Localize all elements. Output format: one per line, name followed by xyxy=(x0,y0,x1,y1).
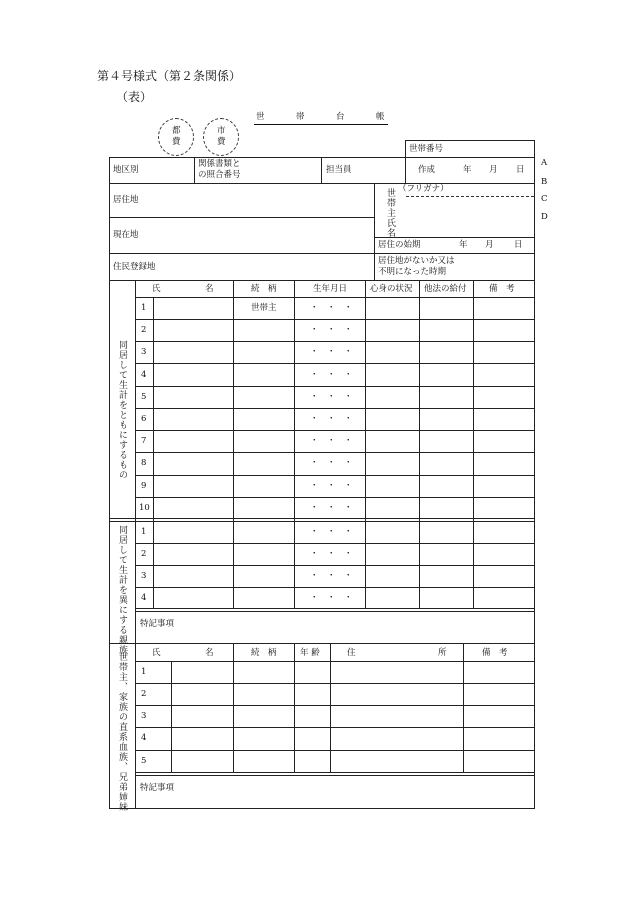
seal-text: 費 xyxy=(217,137,226,147)
created-label: 作成 xyxy=(418,165,436,175)
ledger-title-char: 台 xyxy=(336,112,345,122)
side-letter-d: D xyxy=(541,212,548,222)
row-number: 8 xyxy=(141,458,147,468)
birthdate-dots: ・ ・ ・ xyxy=(310,436,353,446)
form-number: 第４号様式（第２条関係） xyxy=(97,69,242,83)
row-number: 2 xyxy=(141,549,147,559)
row-number: 3 xyxy=(141,711,147,721)
birthdate-dots: ・ ・ ・ xyxy=(310,549,353,559)
staff-label: 担当員 xyxy=(326,165,352,175)
birthdate-dots: ・ ・ ・ xyxy=(310,593,353,603)
side-letter-b: B xyxy=(541,177,548,187)
col-header-other-benefits: 他法の給付 xyxy=(424,284,467,294)
col-header-given-name: 名 xyxy=(205,648,214,658)
row-number: 2 xyxy=(141,689,147,699)
col-header-remarks: 備 考 xyxy=(482,648,508,658)
furigana-label: （フリガナ） xyxy=(398,184,449,194)
col-header-given-name: 名 xyxy=(205,284,214,294)
side-letter-c: C xyxy=(541,194,548,204)
residence-start-day: 日 xyxy=(514,240,523,250)
created-year: 年 xyxy=(463,165,472,175)
resident-registration-label: 住民登録地 xyxy=(113,262,156,272)
row-number: 4 xyxy=(141,733,147,743)
ledger-title-char: 帳 xyxy=(376,112,385,122)
birthdate-dots: ・ ・ ・ xyxy=(310,481,353,491)
birthdate-dots: ・ ・ ・ xyxy=(310,347,353,357)
row-number: 1 xyxy=(141,303,147,313)
seal-text: 費 xyxy=(172,137,181,147)
col-header-address-1: 住 xyxy=(347,648,356,658)
cohabit-other-section-label: 同居して生計を異にする親族 xyxy=(117,525,127,655)
seal-text: 市 xyxy=(217,126,226,136)
col-header-birthdate: 生年月日 xyxy=(313,284,348,294)
col-header-age: 年 齢 xyxy=(300,648,320,658)
cohabit-section-label: 同居して生計をともにするもの xyxy=(117,340,127,480)
household-head-name-label: 世帯主氏名 xyxy=(385,188,395,238)
birthdate-dots: ・ ・ ・ xyxy=(310,303,353,313)
birthdate-dots: ・ ・ ・ xyxy=(310,503,353,513)
row-number: 5 xyxy=(141,756,147,766)
current-location-label: 現在地 xyxy=(113,230,139,240)
birthdate-dots: ・ ・ ・ xyxy=(310,527,353,537)
col-header-surname: 氏 xyxy=(152,648,161,658)
unknown-residence-label-line2: 不明になった時期 xyxy=(378,267,447,277)
ledger-title xyxy=(254,112,388,125)
col-header-surname: 氏 xyxy=(152,284,161,294)
district-label: 地区別 xyxy=(113,165,139,175)
birthdate-dots: ・ ・ ・ xyxy=(310,571,353,581)
relatives-section-label: 世帯主、家族の直系血族、兄弟姉妹 xyxy=(117,652,127,812)
row-number: 4 xyxy=(141,593,147,603)
col-header-condition: 心身の状況 xyxy=(370,284,413,294)
special-notes-label: 特記事項 xyxy=(140,619,175,629)
birthdate-dots: ・ ・ ・ xyxy=(310,458,353,468)
seal-text: 都 xyxy=(172,126,181,136)
birthdate-dots: ・ ・ ・ xyxy=(310,392,353,402)
row-number: 1 xyxy=(141,667,147,677)
unknown-residence-label-line1: 居住地がないか又は xyxy=(378,256,455,266)
special-notes-label: 特記事項 xyxy=(140,783,175,793)
residence-start-year: 年 xyxy=(459,240,468,250)
row-number: 4 xyxy=(141,370,147,380)
birthdate-dots: ・ ・ ・ xyxy=(310,414,353,424)
ledger-title-char: 帯 xyxy=(296,112,305,122)
household-number-label: 世帯番号 xyxy=(409,144,444,154)
metro-expense-seal xyxy=(158,118,194,156)
row-number: 3 xyxy=(141,347,147,357)
side-letter-a: A xyxy=(541,158,548,168)
reference-label-line1: 関係書類と xyxy=(198,159,241,169)
birthdate-dots: ・ ・ ・ xyxy=(310,325,353,335)
col-header-relation: 続 柄 xyxy=(251,284,277,294)
row-number: 1 xyxy=(141,527,147,537)
row-number: 7 xyxy=(141,436,147,446)
birthdate-dots: ・ ・ ・ xyxy=(310,370,353,380)
col-header-address-2: 所 xyxy=(438,648,447,658)
created-month: 月 xyxy=(489,165,498,175)
row-number: 6 xyxy=(141,414,147,424)
residence-start-label: 居住の始期 xyxy=(378,240,421,250)
residence-start-month: 月 xyxy=(485,240,494,250)
form-side: （表） xyxy=(116,90,153,104)
col-header-relation: 続 柄 xyxy=(251,648,277,658)
row-number: 3 xyxy=(141,571,147,581)
row-number: 10 xyxy=(139,503,150,513)
relation-household-head: 世帯主 xyxy=(251,303,277,313)
row-number: 9 xyxy=(141,481,147,491)
ledger-title-char: 世 xyxy=(256,112,265,122)
row-number: 5 xyxy=(141,392,147,402)
col-header-remarks: 備 考 xyxy=(489,284,515,294)
reference-label-line2: の照合番号 xyxy=(198,170,241,180)
city-expense-seal xyxy=(203,118,239,156)
created-day: 日 xyxy=(516,165,525,175)
row-number: 2 xyxy=(141,325,147,335)
residence-label: 居住地 xyxy=(113,195,139,205)
